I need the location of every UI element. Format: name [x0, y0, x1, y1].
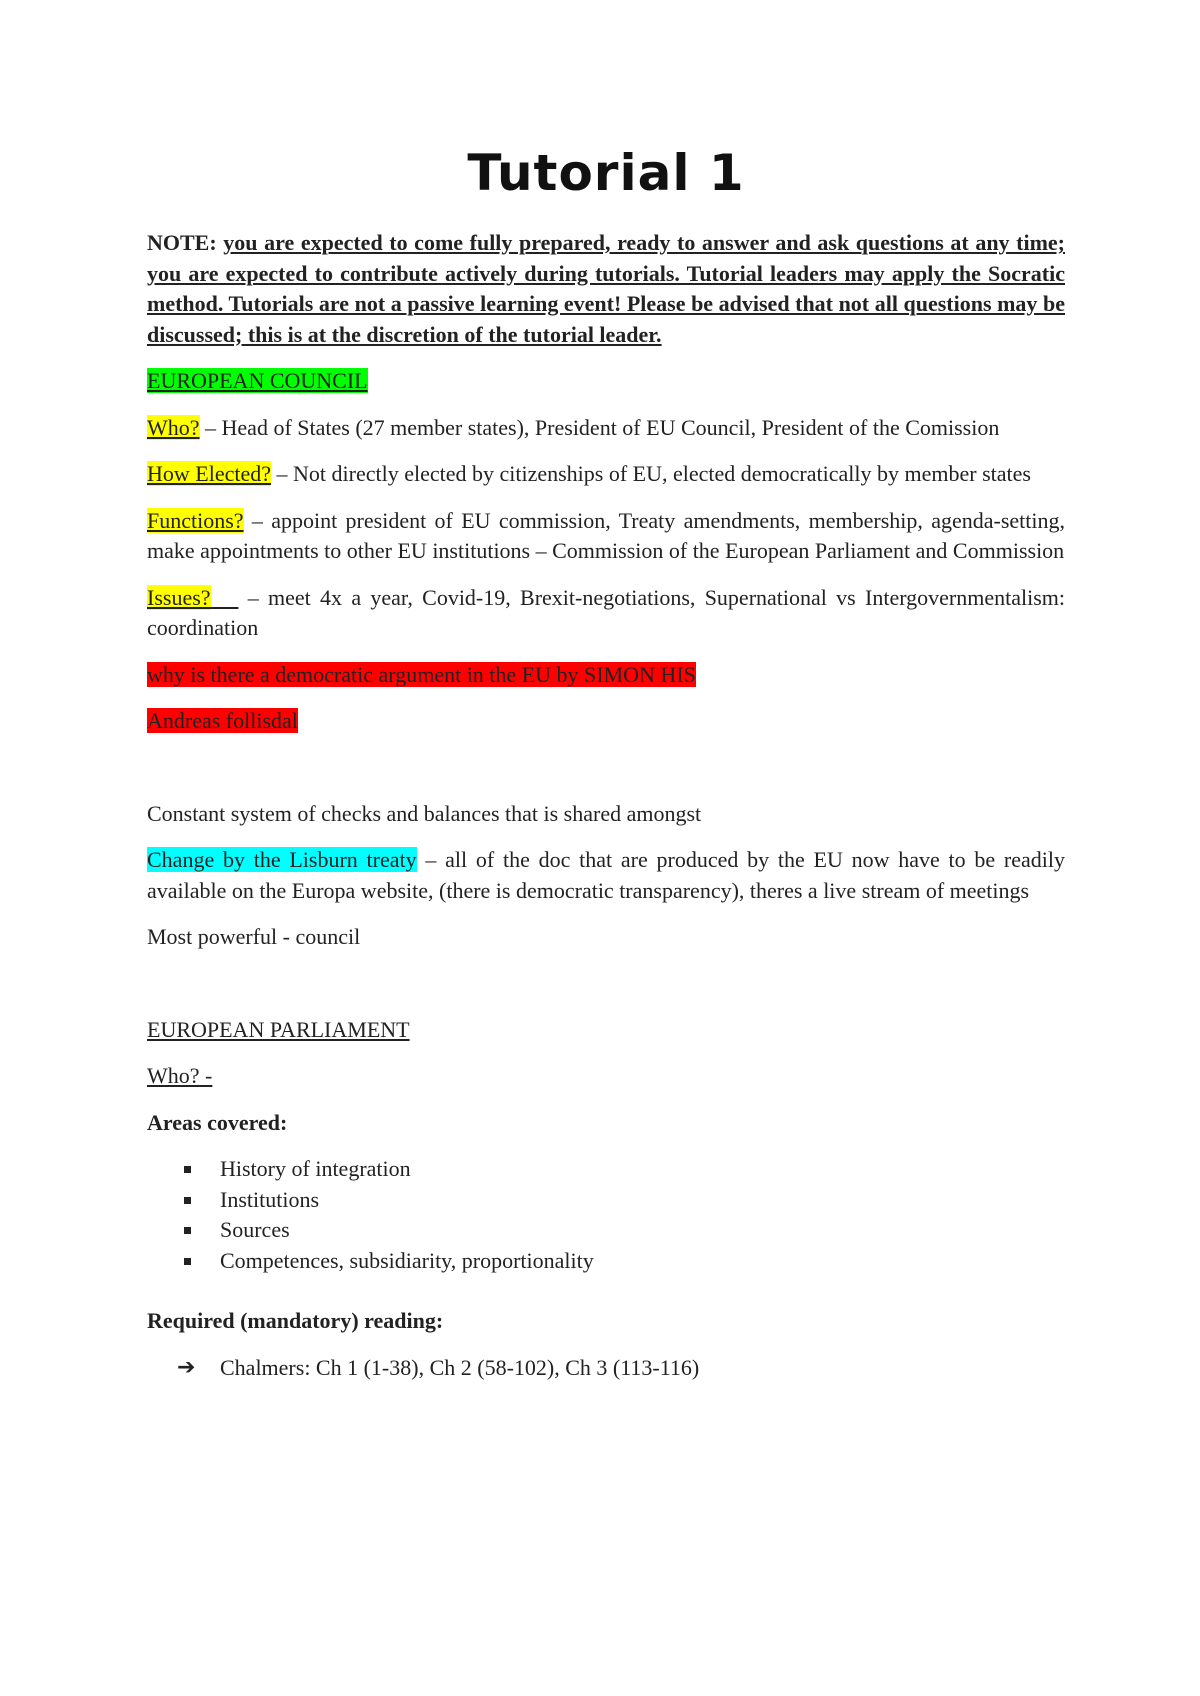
parliament-who-text: - — [199, 1063, 213, 1088]
list-item-text: History of integration — [220, 1156, 411, 1181]
areas-heading: Areas covered: — [147, 1109, 288, 1135]
red-line-1-paragraph — [147, 660, 1065, 691]
square-bullet-icon — [184, 1258, 191, 1265]
council-functions-label: Functions? — [147, 507, 244, 533]
reading-item — [147, 1353, 1065, 1384]
red-highlight-line-1: why is there a democratic argument in the EU by SIMON HIS — [147, 661, 696, 687]
checks-paragraph: Constant system of checks and balances that is shared amongst — [147, 800, 702, 826]
issues-underline-gap — [211, 585, 239, 610]
list-item — [147, 1185, 1065, 1216]
note-paragraph — [147, 228, 1065, 350]
list-item-text: Sources — [220, 1217, 290, 1242]
council-heading-paragraph — [147, 366, 1065, 397]
parliament-heading: EUROPEAN PARLIAMENT — [147, 1016, 410, 1042]
note-text: you are expected to come fully prepared, ready to answer and ask questions at any time; you are expected to contribute actively during tutorials. Tutorial leaders may apply the Socratic method. Tutorials are not a passive learning event! Please be advised that not all questions may be discussed; this is at the discretion of the tutorial leader. — [147, 230, 1066, 347]
council-issues-text: – meet 4x a year, Covid-19, Brexit-negotiations, Supernational vs Intergovernmentalism: coordination — [147, 584, 1066, 640]
council-issues-label: Issues? — [147, 584, 211, 610]
council-elected-paragraph — [147, 459, 1065, 490]
lisbon-label: Change by the Lisburn treaty — [147, 847, 417, 872]
note-label: NOTE: — [147, 230, 217, 255]
council-who-paragraph — [147, 413, 1065, 444]
list-item — [147, 1246, 1065, 1277]
lisbon-paragraph — [147, 845, 1065, 906]
council-who-label: Who? — [147, 414, 200, 440]
right-arrow-icon: ➔ — [177, 1354, 196, 1380]
parliament-heading-paragraph — [147, 1015, 1065, 1046]
list-item-text: Institutions — [220, 1186, 320, 1212]
blank-line — [147, 753, 1065, 799]
council-functions-text: – appoint president of EU commission, Treaty amendments, membership, agenda-setting, make appointments to other EU institutions – Commission of the European Parliament and Commission — [147, 507, 1065, 563]
areas-list — [147, 1154, 1065, 1276]
council-functions-paragraph — [147, 506, 1065, 567]
red-highlight-line-2: Andreas follisdal — [147, 708, 298, 733]
most-powerful-paragraph: Most powerful - council — [147, 924, 361, 949]
lisbon-text: – all of the doc that are produced by the EU now have to be readily available on the Europa website, (there is democratic transparency), theres a live stream of meetings — [147, 847, 1065, 903]
list-item-text: Competences, subsidiarity, proportionality — [220, 1247, 594, 1273]
reading-item-text: Chalmers: Ch 1 (1-38), Ch 2 (58-102), Ch 3 (113-116) — [220, 1354, 700, 1380]
blank-line-3 — [147, 1296, 1065, 1306]
page-title: Tutorial 1 — [467, 144, 745, 202]
square-bullet-icon — [184, 1166, 191, 1173]
council-heading: EUROPEAN COUNCIL — [147, 368, 368, 393]
square-bullet-icon — [184, 1227, 191, 1234]
list-item — [147, 1154, 1065, 1185]
parliament-who-paragraph — [147, 1061, 1065, 1092]
square-bullet-icon — [184, 1197, 191, 1204]
blank-line-2 — [147, 969, 1065, 1015]
red-line-2-paragraph — [147, 706, 1065, 737]
council-elected-text: – Not directly elected by citizenships of EU, elected democratically by member states — [271, 461, 1031, 486]
reading-heading: Required (mandatory) reading: — [147, 1308, 444, 1333]
council-issues-paragraph — [147, 583, 1065, 644]
list-item — [147, 1215, 1065, 1246]
parliament-who-label: Who? — [147, 1063, 200, 1088]
document-body — [147, 140, 1065, 1399]
council-elected-label: How Elected? — [147, 461, 271, 486]
council-who-text: – Head of States (27 member states), President of EU Council, President of the Comission — [199, 414, 1000, 440]
